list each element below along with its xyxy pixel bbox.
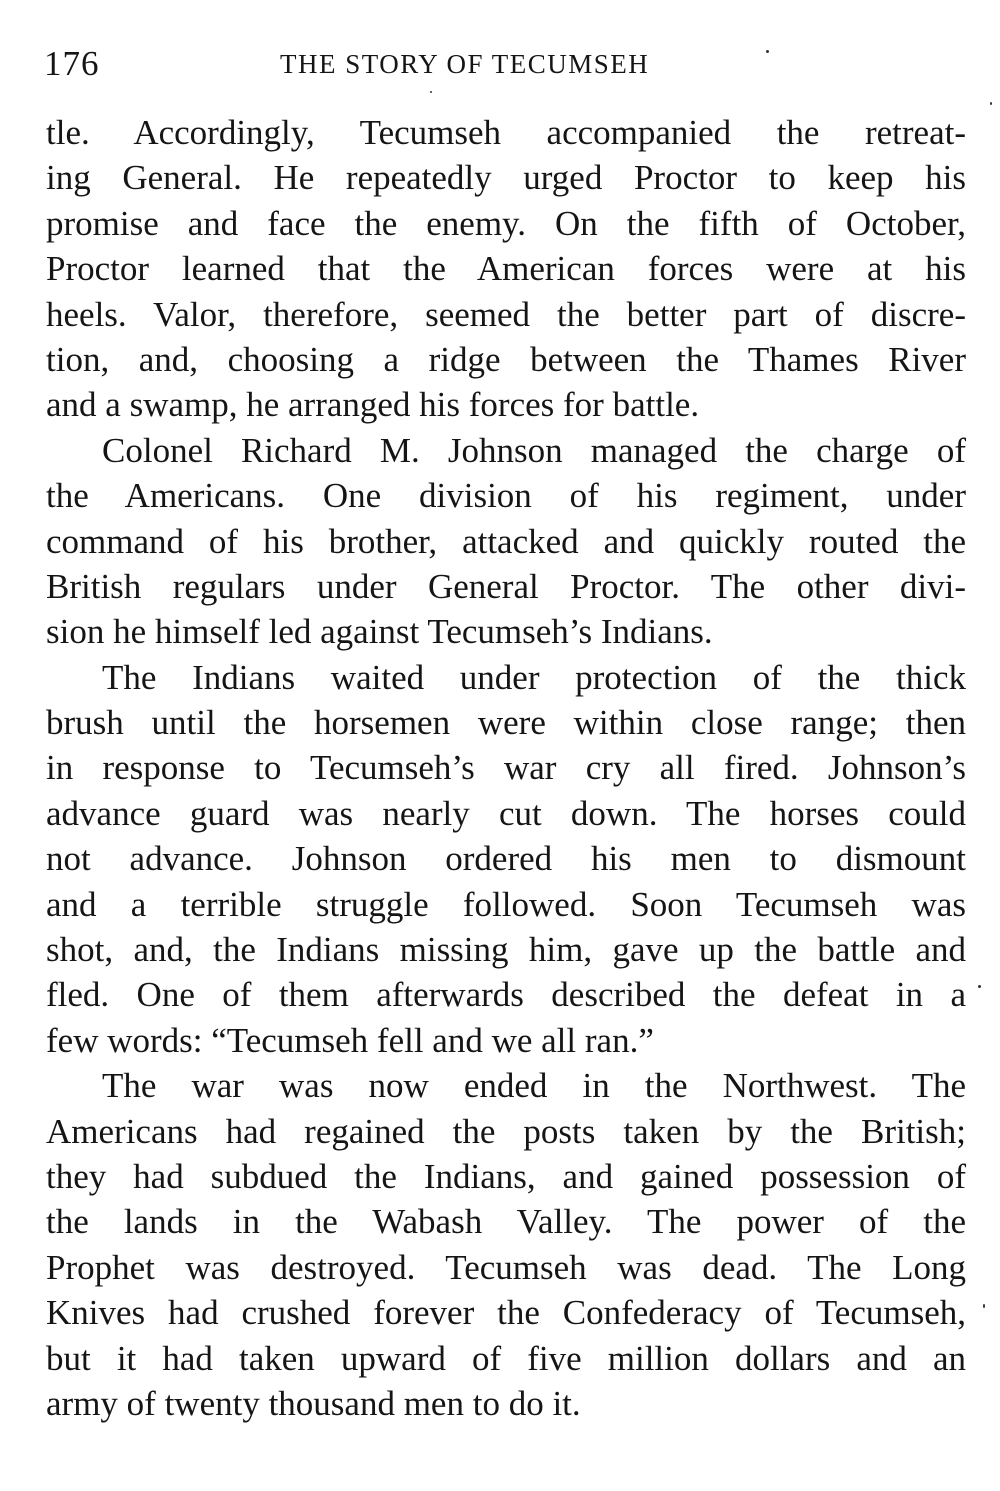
text-line: Colonel Richard M. Johnson managed the charge of (102, 430, 966, 470)
text-line: promise and face the enemy. On the fifth of October, (46, 203, 966, 243)
text-line: they had subdued the Indians, and gained possession of (46, 1156, 966, 1196)
text-line: Knives had crushed forever the Confederacy of Tecumseh, (46, 1293, 966, 1333)
text-line: fled. One of them afterwards described the defeat in a (46, 975, 966, 1015)
scan-speck (978, 985, 981, 988)
text-line: few words: “Tecumseh fell and we all ran.” (46, 1020, 654, 1060)
book-title: THE STORY OF TECUMSEH (280, 49, 650, 79)
text-line: British regulars under General Proctor. The other divi- (46, 566, 966, 606)
paragraph-4 (46, 1063, 966, 1426)
running-head (44, 40, 964, 88)
text-line: tion, and, choosing a ridge between the Thames River (46, 339, 966, 379)
text-line: The war was now ended in the Northwest. The (102, 1066, 966, 1106)
text-line: Proctor learned that the American forces were at his (46, 249, 966, 289)
text-line: Prophet was destroyed. Tecumseh was dead. The Long (46, 1247, 966, 1287)
text-line: sion he himself led against Tecumseh’s Indians. (46, 612, 713, 652)
paragraph-2 (46, 428, 966, 655)
text-line: not advance. Johnson ordered his men to dismount (46, 839, 966, 879)
text-line: army of twenty thousand men to do it. (46, 1383, 581, 1423)
scan-speck (983, 1304, 985, 1308)
paragraph-3 (46, 655, 966, 1064)
text-line: brush until the horsemen were within close range; then (46, 703, 966, 743)
text-line: and a swamp, he arranged his forces for battle. (46, 385, 700, 425)
text-line: tle. Accordingly, Tecumseh accompanied the retreat- (46, 113, 966, 152)
text-line: shot, and, the Indians missing him, gave up the battle and (46, 930, 966, 970)
text-line: The Indians waited under protection of the thick (102, 657, 966, 697)
text-line: ing General. He repeatedly urged Proctor to keep his (46, 158, 966, 198)
paragraph-1 (46, 110, 966, 428)
body-text (46, 110, 966, 1426)
scan-speck (430, 91, 432, 93)
text-line: command of his brother, attacked and quickly routed the (46, 521, 966, 561)
text-line: and a terrible struggle followed. Soon Tecumseh was (46, 884, 966, 924)
text-line: but it had taken upward of five million dollars and an (46, 1338, 966, 1378)
text-line: Americans had regained the posts taken by the British; (46, 1111, 966, 1151)
scan-speck (990, 102, 992, 105)
text-line: the Americans. One division of his regiment, under (46, 476, 966, 516)
text-line: heels. Valor, therefore, seemed the better part of discre- (46, 294, 966, 334)
text-line: the lands in the Wabash Valley. The power of the (46, 1202, 966, 1242)
text-line: advance guard was nearly cut down. The horses could (46, 793, 966, 833)
page-number: 176 (44, 44, 100, 83)
text-line: in response to Tecumseh’s war cry all fired. Johnson’s (46, 748, 966, 788)
scan-speck (766, 50, 769, 53)
